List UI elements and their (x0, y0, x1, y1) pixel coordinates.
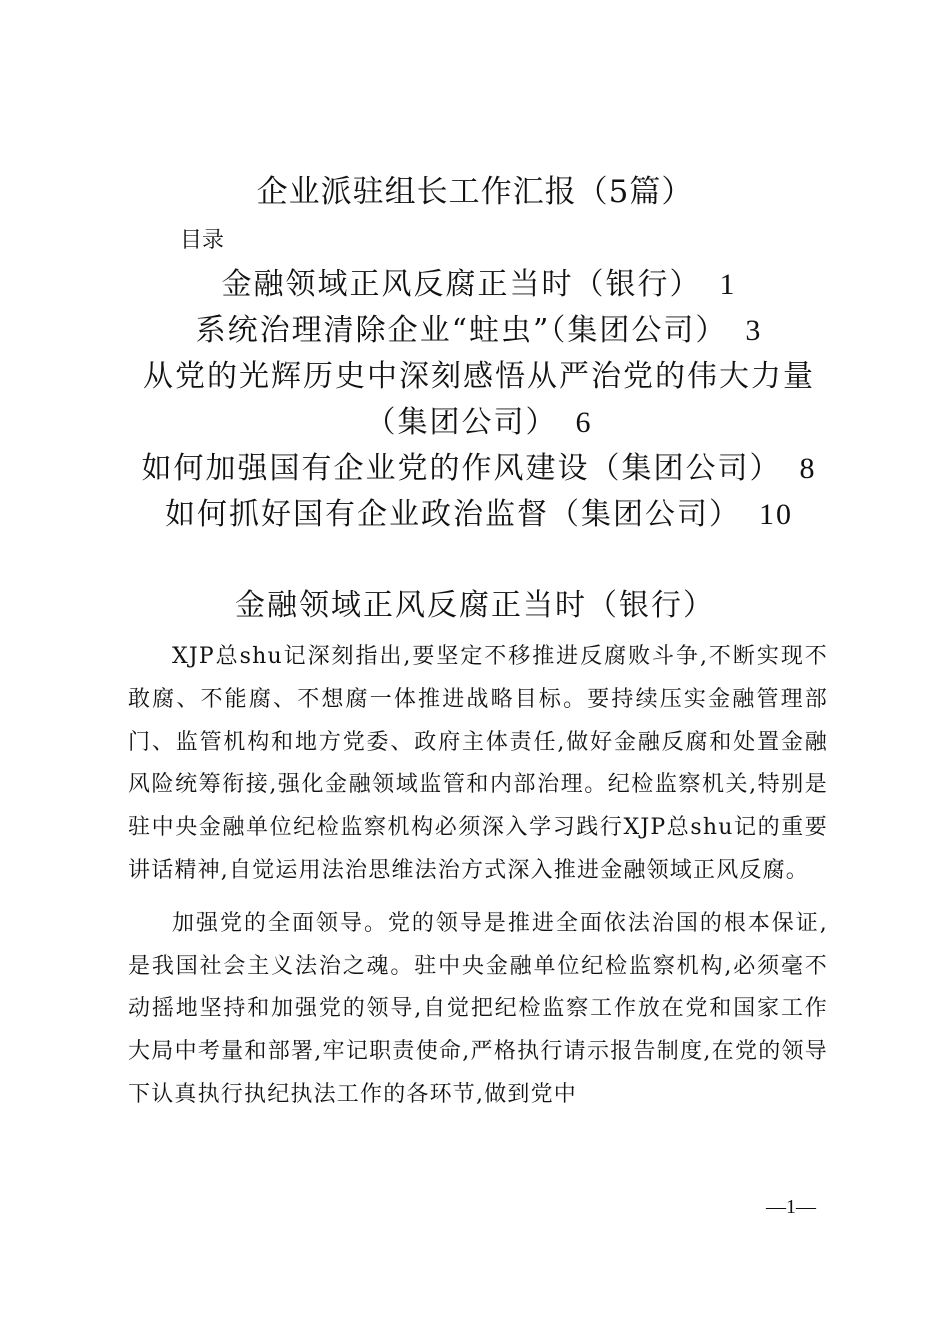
table-of-contents (120, 262, 838, 538)
toc-entry-title: 金融领域正风反腐正当时（银行） (221, 267, 702, 302)
toc-entry-page: 10 (759, 498, 793, 531)
toc-entry-page: 1 (719, 268, 737, 301)
toc-entry-page: 8 (799, 452, 817, 485)
body-paragraph: 加强党的全面领导。党的领导是推进全面依法治国的根本保证,是我国社会主义法治之魂。驻中央金融单位纪检监察机构,必须毫不动摇地坚持和加强党的领导,自觉把纪检监察工作放在党和国家工作大局中考量和部署,牢记职责使命,严格执行请示报告制度,在党的领导下认真执行执纪执法工作的各环节,做到党中 (128, 910, 828, 1107)
toc-entry[interactable] (120, 492, 838, 538)
toc-entry-title: 系统治理清除企业“蛀虫”（集团公司） (195, 313, 728, 348)
page-number: —1— (766, 1196, 816, 1218)
section-heading: 金融领域正风反腐正当时（银行） (235, 588, 715, 623)
toc-label: 目录 (180, 228, 225, 253)
body-text (128, 636, 828, 1127)
toc-entry[interactable] (120, 308, 838, 354)
toc-entry[interactable] (120, 446, 838, 492)
toc-entry-title: 从党的光辉历史中深刻感悟从严治党的伟大力量（集团公司） (143, 359, 815, 440)
toc-entry-page: 3 (745, 314, 763, 347)
document-title: 企业派驻组长工作汇报（5篇） (256, 174, 694, 210)
toc-entry-title: 如何抓好国有企业政治监督（集团公司） (165, 497, 741, 532)
toc-entry[interactable] (120, 354, 838, 446)
toc-entry[interactable] (120, 262, 838, 308)
body-paragraph: XJP总shu记深刻指出,要坚定不移推进反腐败斗争,不断实现不敢腐、不能腐、不想腐一体推进战略目标。要持续压实金融管理部门、监管机构和地方党委、政府主体责任,做好金融反腐和处置金融风险统筹衔接,强化金融领域监管和内部治理。纪检监察机关,特别是驻中央金融单位纪检监察机构必须深入学习践行XJP总shu记的重要讲话精神,自觉运用法治思维法治方式深入推进金融领域正风反腐。 (128, 644, 828, 883)
toc-entry-title: 如何加强国有企业党的作风建设（集团公司） (141, 451, 782, 486)
toc-entry-page: 6 (575, 406, 593, 439)
